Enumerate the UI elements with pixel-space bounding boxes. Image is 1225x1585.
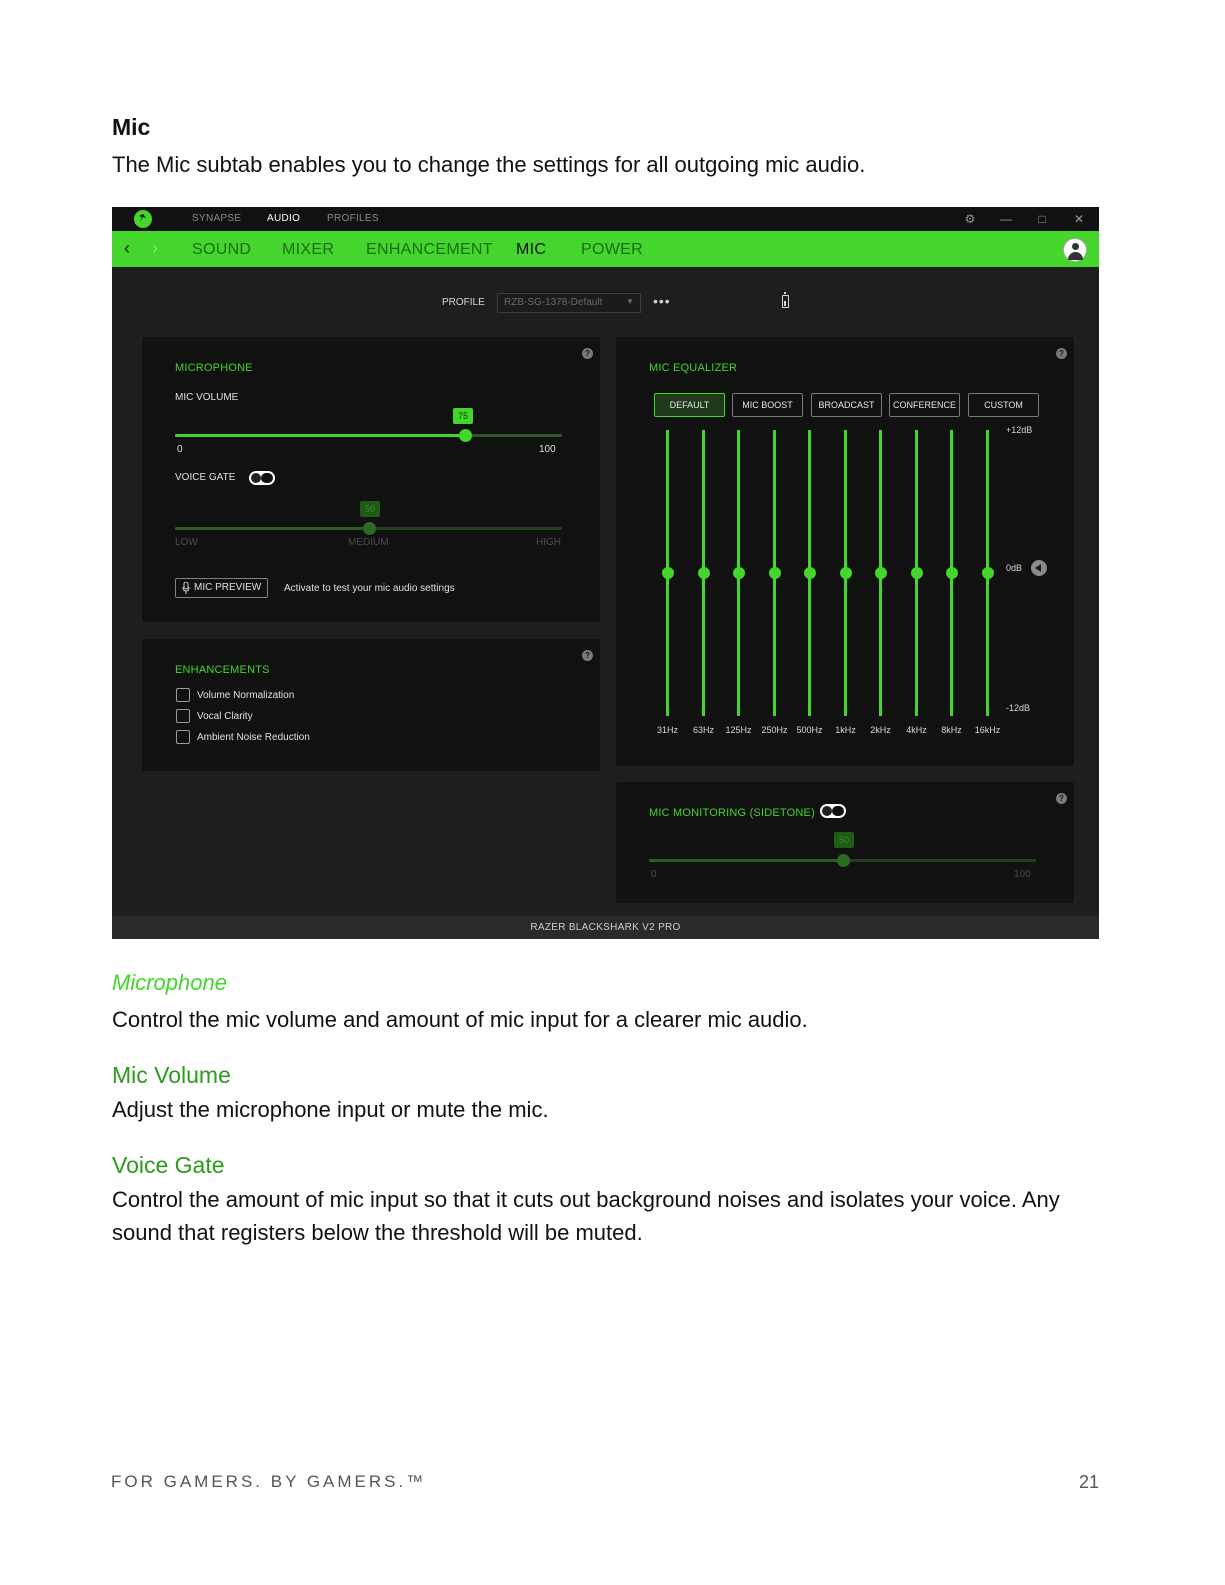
toggle-knob (822, 806, 832, 816)
eq-reset-icon[interactable] (1031, 560, 1047, 576)
eq-band-label: 8kHz (941, 725, 962, 735)
mic-volume-text: Adjust the microphone input or mute the mic. (112, 1097, 549, 1122)
back-arrow-icon[interactable]: ‹ (124, 238, 130, 258)
vocal-clarity-label: Vocal Clarity (197, 711, 253, 722)
tab-sound[interactable]: SOUND (192, 241, 252, 258)
voice-gate-bubble: 50 (360, 501, 380, 517)
top-tab-profiles[interactable]: PROFILES (327, 213, 379, 224)
eq-band-thumb[interactable] (698, 567, 710, 579)
tab-enhancement[interactable]: ENHANCEMENT (366, 241, 493, 258)
microphone-icon (182, 582, 190, 594)
page-heading: Mic (112, 114, 151, 140)
avatar-head (1072, 243, 1079, 250)
eq-band-thumb[interactable] (982, 567, 994, 579)
ambient-noise-reduction-label: Ambient Noise Reduction (197, 732, 310, 743)
eq-band-label: 500Hz (796, 725, 823, 735)
mic-monitoring-panel (616, 782, 1074, 903)
mic-monitoring-fill (649, 859, 843, 862)
eq-band-label: 63Hz (692, 725, 714, 735)
forward-arrow-icon[interactable]: › (152, 238, 158, 258)
microphone-panel (142, 337, 600, 622)
preset-custom-button[interactable]: CUSTOM (968, 393, 1039, 417)
mic-preview-button[interactable] (175, 578, 268, 598)
eq-band-thumb[interactable] (911, 567, 923, 579)
eq-band-thumb[interactable] (769, 567, 781, 579)
eq-mid-label: 0dB (1006, 563, 1023, 573)
mic-equalizer-panel (616, 337, 1074, 766)
eq-band-label: 31Hz (656, 725, 678, 735)
mic-preview-label: MIC PREVIEW (194, 582, 262, 593)
voice-gate-text: Control the amount of mic input so that it cuts out background noises and isolates your voice. Any sound that registers below the threshold will be muted. (112, 1187, 1060, 1245)
eq-band-label: 16kHz (974, 725, 1001, 735)
voice-gate-heading: Voice Gate (112, 1152, 225, 1178)
mic-volume-max: 100 (539, 444, 556, 455)
eq-band-label: 1kHz (835, 725, 856, 735)
mic-volume-heading: Mic Volume (112, 1062, 231, 1088)
voice-gate-thumb[interactable] (363, 522, 376, 535)
preset-conference-button[interactable]: CONFERENCE (889, 393, 960, 417)
help-icon[interactable]: ? (582, 650, 593, 661)
maximize-icon[interactable]: □ (1038, 212, 1046, 226)
eq-band-thumb[interactable] (946, 567, 958, 579)
eq-band-label: 4kHz (906, 725, 927, 735)
help-icon[interactable]: ? (582, 348, 593, 359)
voice-gate-label: VOICE GATE (175, 472, 236, 483)
mic-monitoring-max: 100 (1014, 869, 1031, 880)
profile-value: RZB-SG-1378-Default (504, 297, 603, 308)
razer-logo-icon (134, 210, 152, 228)
voice-gate-fill (175, 527, 369, 530)
voice-gate-low: LOW (175, 537, 198, 548)
synapse-screenshot (112, 207, 1099, 939)
tab-mic[interactable]: MIC (516, 241, 547, 258)
eq-band-thumb[interactable] (733, 567, 745, 579)
microphone-heading: Microphone (112, 970, 227, 995)
mic-volume-fill (175, 434, 465, 437)
profile-dropdown[interactable] (497, 293, 641, 313)
more-options-button[interactable]: ••• (653, 293, 671, 309)
mic-monitoring-min: 0 (651, 869, 657, 880)
mic-volume-min: 0 (177, 444, 183, 455)
mic-volume-label: MIC VOLUME (175, 392, 239, 403)
volume-normalization-label: Volume Normalization (197, 690, 295, 701)
top-tab-synapse[interactable]: SYNAPSE (192, 213, 242, 224)
close-icon[interactable]: ✕ (1073, 212, 1085, 226)
volume-normalization-checkbox[interactable] (176, 688, 190, 702)
eq-band-label: 125Hz (725, 725, 752, 735)
tab-power[interactable]: POWER (581, 241, 643, 258)
microphone-text: Control the mic volume and amount of mic input for a clearer mic audio. (112, 1007, 808, 1032)
mic-volume-thumb[interactable] (459, 429, 472, 442)
microphone-title: MICROPHONE (175, 362, 253, 374)
top-tab-audio[interactable]: AUDIO (267, 213, 301, 224)
mic-monitoring-title: MIC MONITORING (SIDETONE) (649, 807, 815, 819)
help-icon[interactable]: ? (1056, 793, 1067, 804)
tab-mixer[interactable]: MIXER (282, 241, 335, 258)
help-icon[interactable]: ? (1056, 348, 1067, 359)
mic-monitoring-slider[interactable] (649, 859, 1036, 862)
device-name: RAZER BLACKSHARK V2 PRO (112, 916, 1099, 939)
footer-tagline: FOR GAMERS. BY GAMERS.™ (111, 1472, 427, 1491)
mic-monitoring-thumb[interactable] (837, 854, 850, 867)
eq-band-thumb[interactable] (662, 567, 674, 579)
eq-max-label: +12dB (1006, 425, 1033, 435)
voice-gate-high: HIGH (536, 537, 561, 548)
minimize-icon[interactable]: — (1000, 212, 1012, 226)
eq-band-thumb[interactable] (804, 567, 816, 579)
enhancements-title: ENHANCEMENTS (175, 664, 270, 676)
vocal-clarity-checkbox[interactable] (176, 709, 190, 723)
gear-icon[interactable]: ⚙ (964, 212, 976, 226)
mic-volume-bubble: 75 (453, 408, 473, 424)
mic-equalizer-title: MIC EQUALIZER (649, 362, 738, 374)
voice-gate-slider[interactable] (175, 527, 562, 530)
toggle-knob (251, 473, 261, 483)
enhancements-panel (142, 639, 600, 771)
subnav-bar (112, 231, 1099, 267)
mic-monitoring-toggle[interactable] (820, 804, 846, 818)
eq-band-thumb[interactable] (875, 567, 887, 579)
eq-band-label: 2kHz (870, 725, 891, 735)
user-avatar[interactable] (1063, 238, 1087, 262)
voice-gate-medium: MEDIUM (348, 537, 389, 548)
mic-volume-slider[interactable] (175, 434, 562, 437)
voice-gate-toggle[interactable] (249, 471, 275, 485)
eq-band-label: 250Hz (761, 725, 788, 735)
preset-mic-boost-button[interactable]: MIC BOOST (732, 393, 803, 417)
profile-label: PROFILE (442, 297, 485, 308)
mic-preview-hint: Activate to test your mic audio settings (284, 583, 455, 594)
avatar-body (1068, 252, 1083, 260)
page-number: 21 (1078, 1472, 1099, 1492)
chevron-down-icon: ▼ (626, 297, 634, 306)
battery-icon (782, 295, 789, 308)
preset-broadcast-button[interactable]: BROADCAST (811, 393, 882, 417)
intro-text: The Mic subtab enables you to change the settings for all outgoing mic audio. (112, 152, 866, 177)
eq-band-thumb[interactable] (840, 567, 852, 579)
mic-monitoring-bubble: 50 (834, 832, 854, 848)
ambient-noise-reduction-checkbox[interactable] (176, 730, 190, 744)
title-bar (112, 207, 1099, 231)
eq-min-label: -12dB (1006, 703, 1031, 713)
preset-default-button[interactable]: DEFAULT (654, 393, 725, 417)
